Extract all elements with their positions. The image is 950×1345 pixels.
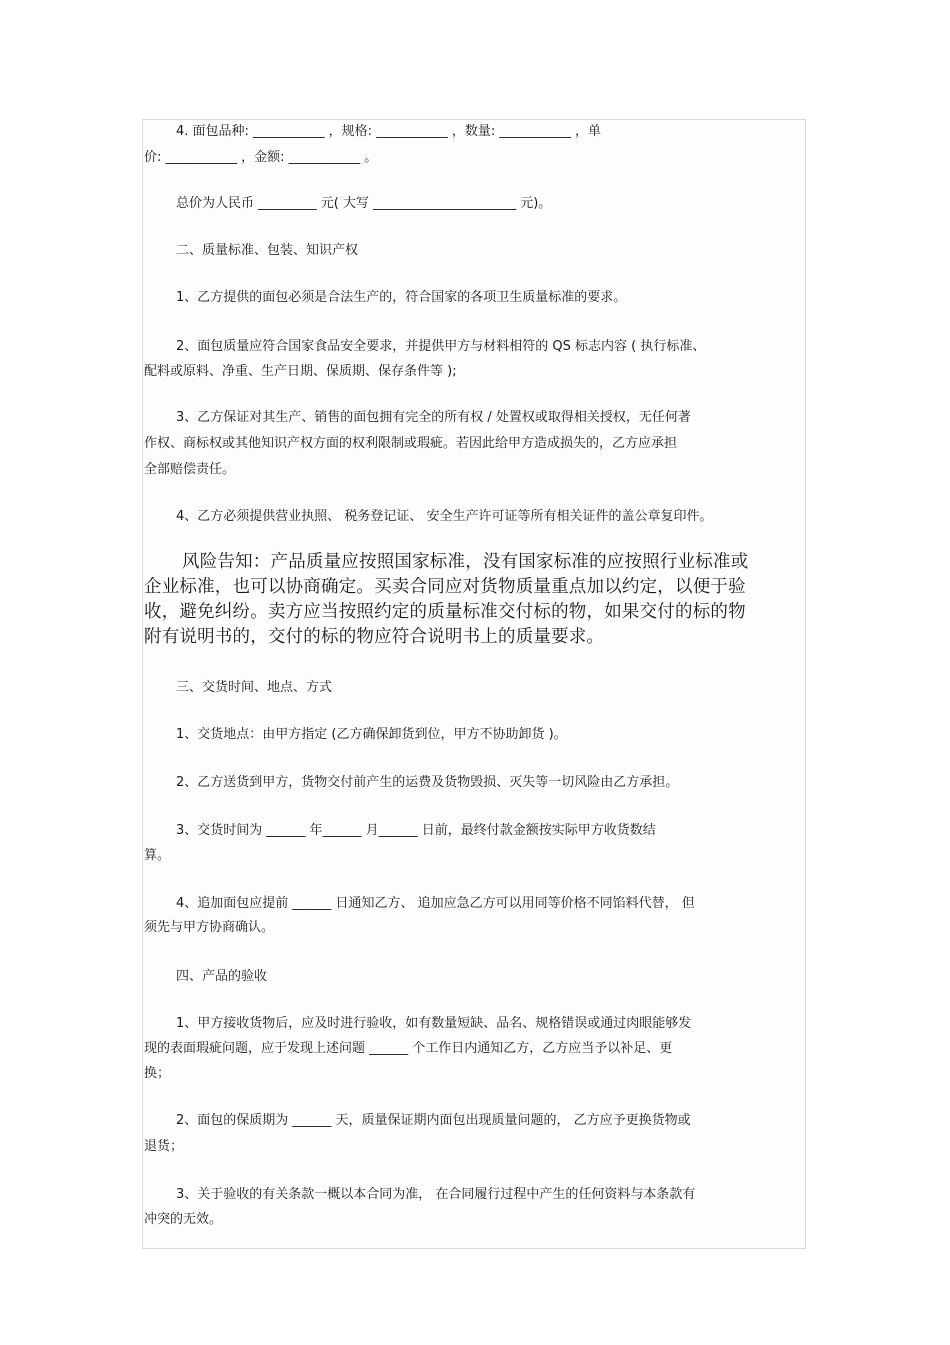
clause-line: 2、乙方送货到甲方，货物交付前产生的运费及货物毁损、灭失等一切风险由乙方承担。 <box>176 775 679 790</box>
risk-notice-line: 附有说明书的，交付的标的物应符合说明书上的质量要求。 <box>144 627 605 647</box>
clause-line: 换； <box>144 1066 171 1081</box>
clause-line: 现的表面瑕疵问题，应于发现上述问题 ______ 个工作日内通知乙方，乙方应当予以补足、更 <box>144 1041 673 1056</box>
clause-line: 1、交货地点：由甲方指定 (乙方确保卸货到位，甲方不协助卸货 )。 <box>176 727 567 742</box>
clause-line: 2、面包质量应符合国家食品安全要求，并提供甲方与材料相符的 QS 标志内容 ( 执行标准、 <box>176 339 706 354</box>
section-heading: 二、质量标准、包装、知识产权 <box>176 243 359 258</box>
risk-notice-line: 收，避免纠纷。卖方应当按照约定的质量标准交付标的物，如果交付的标的物 <box>144 602 746 622</box>
clause-line: 退货； <box>144 1139 184 1154</box>
clause-line: 价: ___________ ，金额: ___________ 。 <box>144 150 378 165</box>
clause-line: 冲突的无效。 <box>144 1212 223 1227</box>
risk-notice-line: 风险告知：产品质量应按照国家标准，没有国家标准的应按照行业标准或 <box>182 552 749 572</box>
clause-line: 4. 面包品种: ___________ ，规格: ___________ ，数量: ___________ ，单 <box>176 124 601 139</box>
clause-line: 须先与甲方协商确认。 <box>144 920 275 935</box>
clause-line: 总价为人民币 _________ 元( 大写 ______________________ 元)。 <box>176 196 552 211</box>
section-heading: 三、交货时间、地点、方式 <box>176 680 333 695</box>
risk-notice-line: 企业标准，也可以协商确定。买卖合同应对货物质量重点加以约定，以便于验 <box>144 577 746 597</box>
clause-line: 1、甲方接收货物后，应及时进行验收，如有数量短缺、品名、规格错误或通过肉眼能够发 <box>176 1016 692 1031</box>
clause-line: 作权、商标权或其他知识产权方面的权利限制或瑕疵。若因此给甲方造成损失的，乙方应承担 <box>144 436 678 451</box>
clause-line: 1、乙方提供的面包必须是合法生产的，符合国家的各项卫生质量标准的要求。 <box>176 290 627 305</box>
clause-line: 算。 <box>144 848 171 863</box>
clause-line: 配料或原料、净重、生产日期、保质期、保存条件等 ); <box>144 364 457 379</box>
clause-line: 3、关于验收的有关条款一概以本合同为准， 在合同履行过程中产生的任何资料与本条款有 <box>176 1187 696 1202</box>
clause-line: 3、乙方保证对其生产、销售的面包拥有完全的所有权 / 处置权或取得相关授权，无任何著 <box>176 410 691 425</box>
clause-line: 4、乙方必须提供营业执照、 税务登记证、 安全生产许可证等所有相关证件的盖公章复印件。 <box>176 509 713 524</box>
clause-line: 4、追加面包应提前 ______ 日通知乙方、 追加应急乙方可以用同等价格不同馅料代替， 但 <box>176 896 695 911</box>
clause-line: 全部赔偿责任。 <box>144 462 236 477</box>
section-heading: 四、产品的验收 <box>176 969 268 984</box>
clause-line: 3、交货时间为 ______ 年______ 月______ 日前，最终付款金额按实际甲方收货数结 <box>176 823 656 838</box>
clause-line: 2、面包的保质期为 ______ 天，质量保证期内面包出现质量问题的， 乙方应予更换货物或 <box>176 1113 691 1128</box>
